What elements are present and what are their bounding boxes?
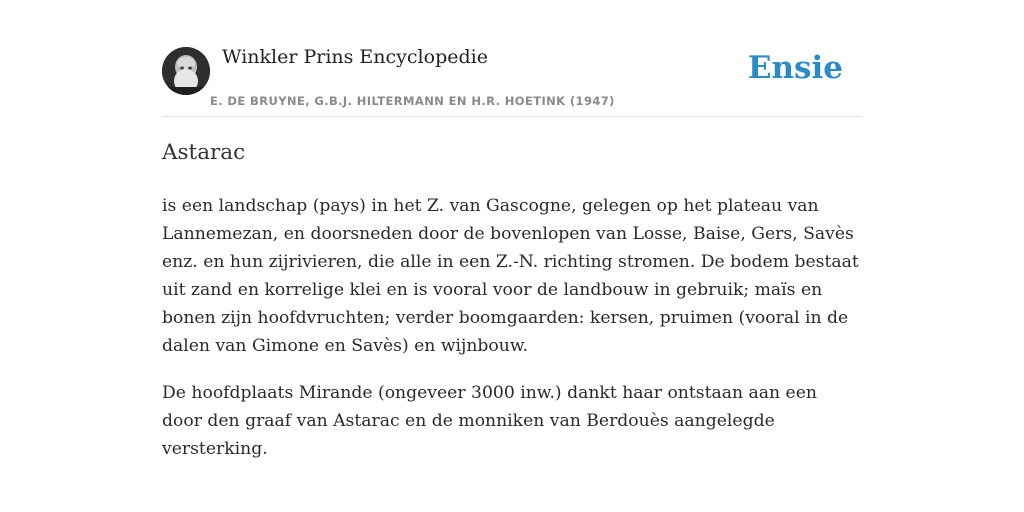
article-paragraph: De hoofdplaats Mirande (ongeveer 3000 inw.) dankt haar ontstaan aan een door den graaf van Astarac en de monniken van Berdouès aangelegde versterking. — [162, 383, 817, 459]
article-body — [162, 192, 862, 482]
article-paragraph: is een landschap (pays) in het Z. van Gascogne, gelegen op het plateau van Lannemezan, en doorsneden door de bovenlopen van Losse, Baise, Gers, Savès enz. en hun zijrivieren, die alle in een Z.-N. richting stromen. De bodem bestaat uit zand en korrelige klei en is vooral voor de landbouw in gebruik; maïs en bonen zijn hoofdvruchten; verder boomgaarden: kersen, pruimen (vooral in de dalen van Gimone en Savès) en wijnbouw. — [162, 196, 859, 356]
authors-byline: E. DE BRUYNE, G.B.J. HILTERMANN EN H.R. HOETINK (1947) — [210, 94, 615, 108]
author-avatar[interactable] — [162, 47, 210, 95]
publication-title-link[interactable]: Winkler Prins Encyclopedie — [222, 46, 488, 68]
portrait-avatar-icon — [162, 47, 210, 95]
header — [162, 44, 862, 117]
article-title: Astarac — [162, 140, 246, 165]
brand-logo-link[interactable]: Ensie — [747, 50, 843, 86]
